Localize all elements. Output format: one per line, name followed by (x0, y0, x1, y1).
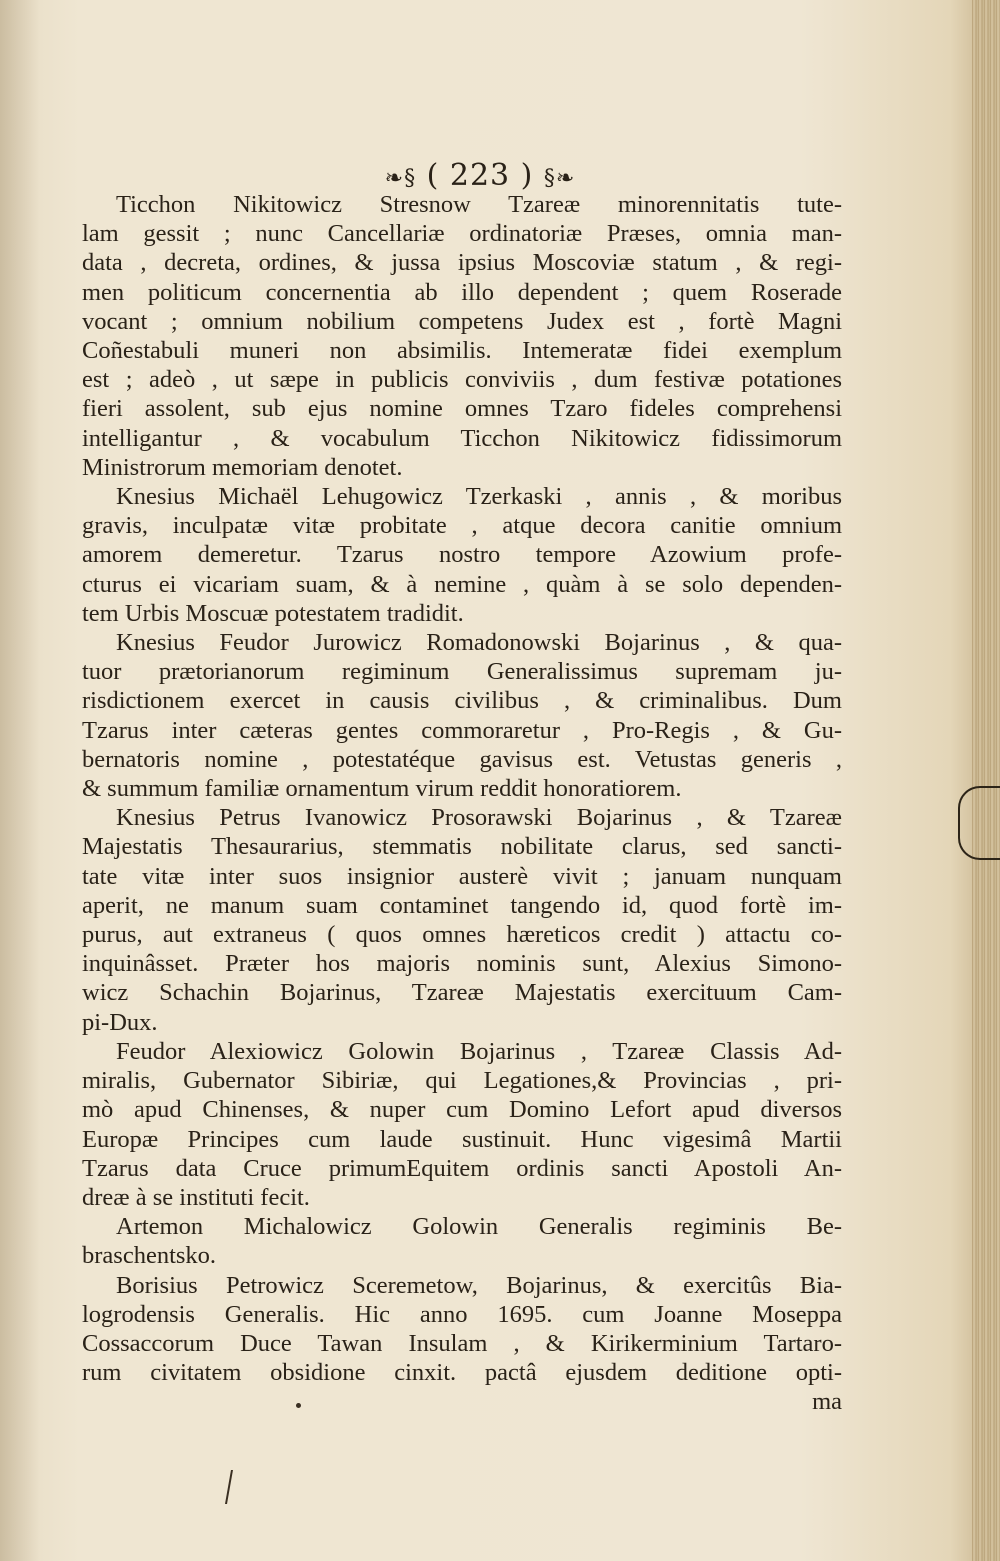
ornament-right: §❧ (543, 166, 576, 191)
text-line: Ministrorum memoriam denotet. (82, 453, 403, 481)
text-line: inquinâsset. Præter hos majoris nominis sunt, Alexius Simono- (82, 950, 842, 978)
text-line: tuor prætorianorum regiminum Generalissimus supremam ju- (82, 658, 842, 686)
text-line: intelligantur , & vocabulum Ticchon Nikitowicz fidissimorum (82, 424, 842, 452)
text-line: rum civitatem obsidione cinxit. pactâ ejusdem deditione opti- (82, 1359, 842, 1387)
text-line: Knesius Feudor Jurowicz Romadonowski Bojarinus , & qua- (116, 629, 842, 657)
text-line: bernatoris nomine , potestatéque gavisus est. Vetustas generis , (82, 745, 842, 773)
text-line: lam gessit ; nunc Cancellariæ ordinatoriæ Præses, omnia man- (82, 220, 842, 248)
text-line: tem Urbis Moscuæ potestatem tradidit. (82, 599, 464, 627)
body-text (82, 190, 842, 1417)
text-line: Coñestabuli muneri non absimilis. Intemeratæ fidei exemplum (82, 337, 842, 365)
text-line: dreæ à se instituti fecit. (82, 1183, 310, 1211)
text-line: miralis, Gubernator Sibiriæ, qui Legationes,& Provincias , pri- (82, 1067, 842, 1095)
page-number: ( 223 ) (426, 158, 534, 193)
bookmark-tab (958, 786, 1000, 860)
text-line: tate vitæ inter suos insignior austerè vivit ; januam nunquam (82, 862, 842, 890)
text-line: amorem demeretur. Tzarus nostro tempore Azowium profe- (82, 541, 842, 569)
text-line: purus, aut extraneus ( quos omnes hæreticos credit ) attactu co- (82, 921, 842, 949)
text-line: est ; adeò , ut sæpe in publicis conviviis , dum festivæ potationes (82, 366, 842, 394)
text-line: Europæ Principes cum laude sustinuit. Hunc vigesimâ Martii (82, 1125, 842, 1153)
text-line: Tzarus inter cæteras gentes commoraretur , Pro-Regis , & Gu- (82, 716, 842, 744)
ink-dot (296, 1403, 301, 1408)
text-line: pi-Dux. (82, 1008, 158, 1036)
text-line: Knesius Petrus Ivanowicz Prosorawski Bojarinus , & Tzareæ (116, 804, 842, 832)
text-line: Tzarus data Cruce primumEquitem ordinis sancti Apostoli An- (82, 1154, 842, 1182)
pen-mark (225, 1470, 237, 1504)
text-line: Artemon Michalowicz Golowin Generalis regiminis Be- (116, 1213, 842, 1241)
spine-shadow (0, 0, 40, 1561)
text-line: data , decreta, ordines, & jussa ipsius Moscoviæ statum , & regi- (82, 249, 842, 277)
text-line: Borisius Petrowicz Sceremetow, Bojarinus, & exercitûs Bia- (116, 1271, 842, 1299)
text-line: Feudor Alexiowicz Golowin Bojarinus , Tzareæ Classis Ad- (116, 1037, 842, 1065)
text-line: cturus ei vicariam suam, & à nemine , quàm à se solo dependen- (82, 570, 842, 598)
page-header (360, 158, 600, 193)
ornament-left: ❧§ (384, 166, 417, 191)
text-line: Knesius Michaël Lehugowicz Tzerkaski , annis , & moribus (116, 483, 842, 511)
text-line: logrodensis Generalis. Hic anno 1695. cum Joanne Moseppa (82, 1300, 842, 1328)
text-line: braschentsko. (82, 1242, 217, 1270)
page-edges (972, 0, 1000, 1561)
text-line: risdictionem exercet in causis civilibus , & criminalibus. Dum (82, 687, 842, 715)
text-line: gravis, inculpatæ vitæ probitate , atque decora canitie omnium (82, 512, 842, 540)
text-line: aperit, ne manum suam contaminet tangendo id, quod fortè im- (82, 891, 842, 919)
text-line: Majestatis Thesaurarius, stemmatis nobilitate clarus, sed sancti- (82, 833, 842, 861)
text-line: vocant ; omnium nobilium competens Judex est , fortè Magni (82, 307, 842, 335)
text-line: fieri assolent, sub ejus nomine omnes Tzaro fideles comprehensi (82, 395, 842, 423)
text-line: men politicum concernentia ab illo dependent ; quem Roserade (82, 278, 842, 306)
text-line: & summum familiæ ornamentum virum reddit honoratiorem. (82, 775, 682, 803)
text-line: ma (812, 1388, 842, 1416)
text-line: wicz Schachin Bojarinus, Tzareæ Majestatis exercituum Cam- (82, 979, 842, 1007)
text-line: Ticchon Nikitowicz Stresnow Tzareæ minorennitatis tute- (116, 191, 842, 218)
text-line: mò apud Chinenses, & nuper cum Domino Lefort apud diversos (82, 1096, 842, 1124)
text-line: Cossaccorum Duce Tawan Insulam , & Kirikerminium Tartaro- (82, 1329, 842, 1357)
